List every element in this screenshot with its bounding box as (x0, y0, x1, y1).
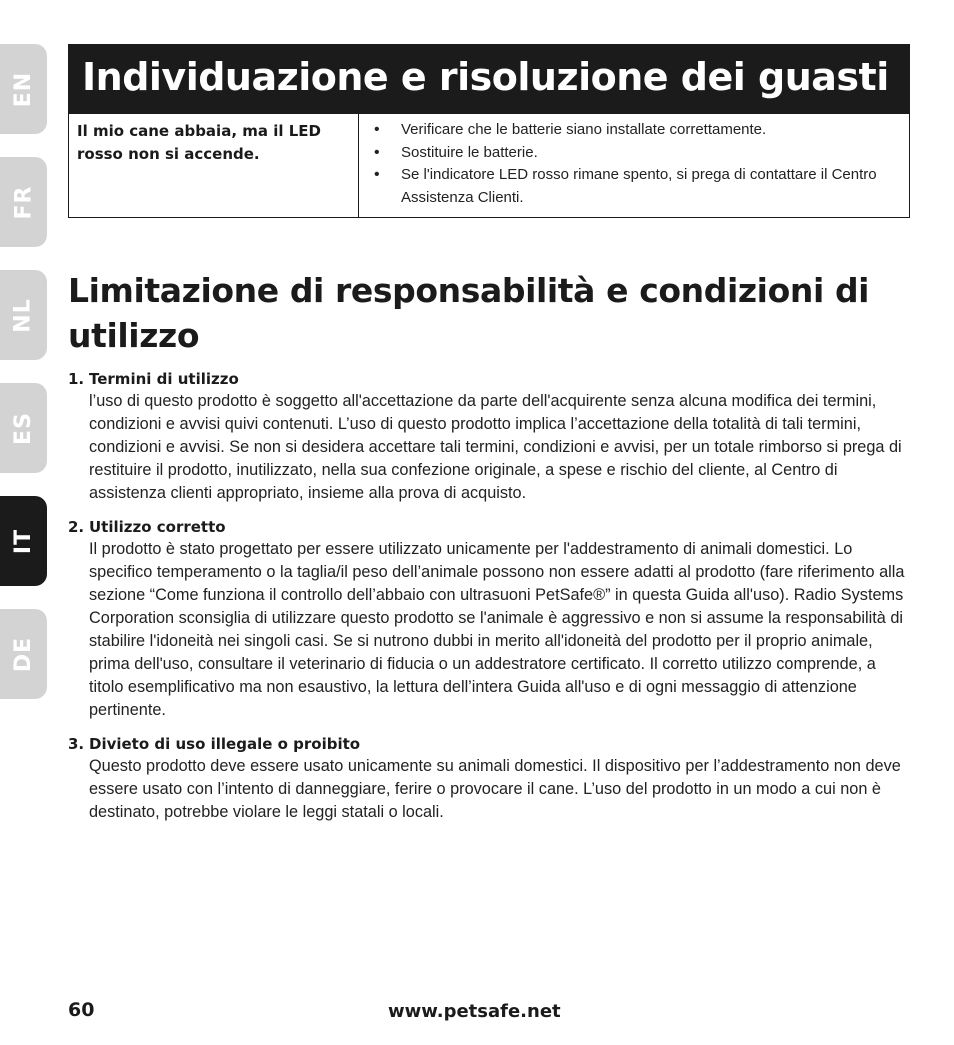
tab-it[interactable]: IT (0, 496, 47, 586)
website-link[interactable]: www.petsafe.net (388, 1001, 561, 1022)
section-prohibited-use (68, 733, 913, 824)
solution-item: • Se l'indicatore LED rosso rimane spento, si prega di contattare il Centro Assistenza Clienti. (371, 164, 899, 209)
section-heading: Limitazione di responsabilità e condizioni di utilizzo (68, 271, 870, 355)
tab-de[interactable]: DE (0, 609, 47, 699)
tab-en[interactable]: EN (0, 44, 47, 134)
troubleshooting-title: Individuazione e risoluzione dei guasti (68, 44, 910, 114)
solution-item: • Verificare che le batterie siano installate correttamente. (371, 119, 899, 142)
solution-cell (359, 114, 909, 217)
tab-es[interactable]: ES (0, 383, 47, 473)
section-body: Questo prodotto deve essere usato unicamente su animali domestici. Il dispositivo per l’addestramento non deve essere usato con l’intento di danneggiare, ferire o provocare il cane. L’uso del prodotto in un modo a cui non è destinato, potrebbe violare le leggi statali o locali. (89, 757, 901, 821)
tab-fr[interactable]: FR (0, 157, 47, 247)
section-body: l’uso di questo prodotto è soggetto all'accettazione da parte dell'acquirente senza alcuna modifica dei termini, condizioni e avvisi quivi contenuti. L’uso di questo prodotto implica l’accettazione della totalità di tali termini, condizioni e avvisi. Se non si desidera accettare tali termini, condizioni e avvisi, per un totale rimborso si prega di restituire il prodotto, inutilizzato, nella sua confezione originale, a spese e rischio del cliente, al Centro di assistenza clienti appropriato, insieme alla prova di acquisto. (89, 392, 902, 502)
problem-cell: Il mio cane abbaia, ma il LED rosso non si accende. (69, 114, 359, 217)
section-title: 2. Utilizzo corretto (68, 518, 226, 536)
solution-list (371, 119, 899, 209)
solution-item: • Sostituire le batterie. (371, 142, 899, 165)
section-terms (68, 368, 913, 505)
section-body: Il prodotto è stato progettato per essere utilizzato unicamente per l'addestramento di animali domestici. Lo specifico temperamento o la taglia/il peso dell’animale possono non essere adatti al prodotto (fare riferimento alla sezione “Come funziona il controllo dell’abbaio con ultrasuoni PetSafe®” in questa Guida all'uso). Radio Systems Corporation sconsiglia di utilizzare questo prodotto se l'animale è aggressivo e non si assume la responsabilità di stabilire l'idoneità nei singoli casi. Se si nutrono dubbi in merito all'idoneità del prodotto per il proprio animale, prima dell'uso, consultare il veterinario di fiducia o un addestratore certificato. Il corretto utilizzo comprende, a titolo esemplificativo ma non esaustivo, la lettura dell’intera Guida all'uso e di ogni messaggio di attenzione pertinente. (89, 540, 905, 719)
section-correct-use (68, 516, 913, 722)
troubleshooting-table (68, 114, 910, 218)
tab-nl[interactable]: NL (0, 270, 47, 360)
page-number: 60 (68, 999, 95, 1021)
section-title: 1. Termini di utilizzo (68, 370, 239, 388)
section-title: 3. Divieto di uso illegale o proibito (68, 735, 361, 753)
